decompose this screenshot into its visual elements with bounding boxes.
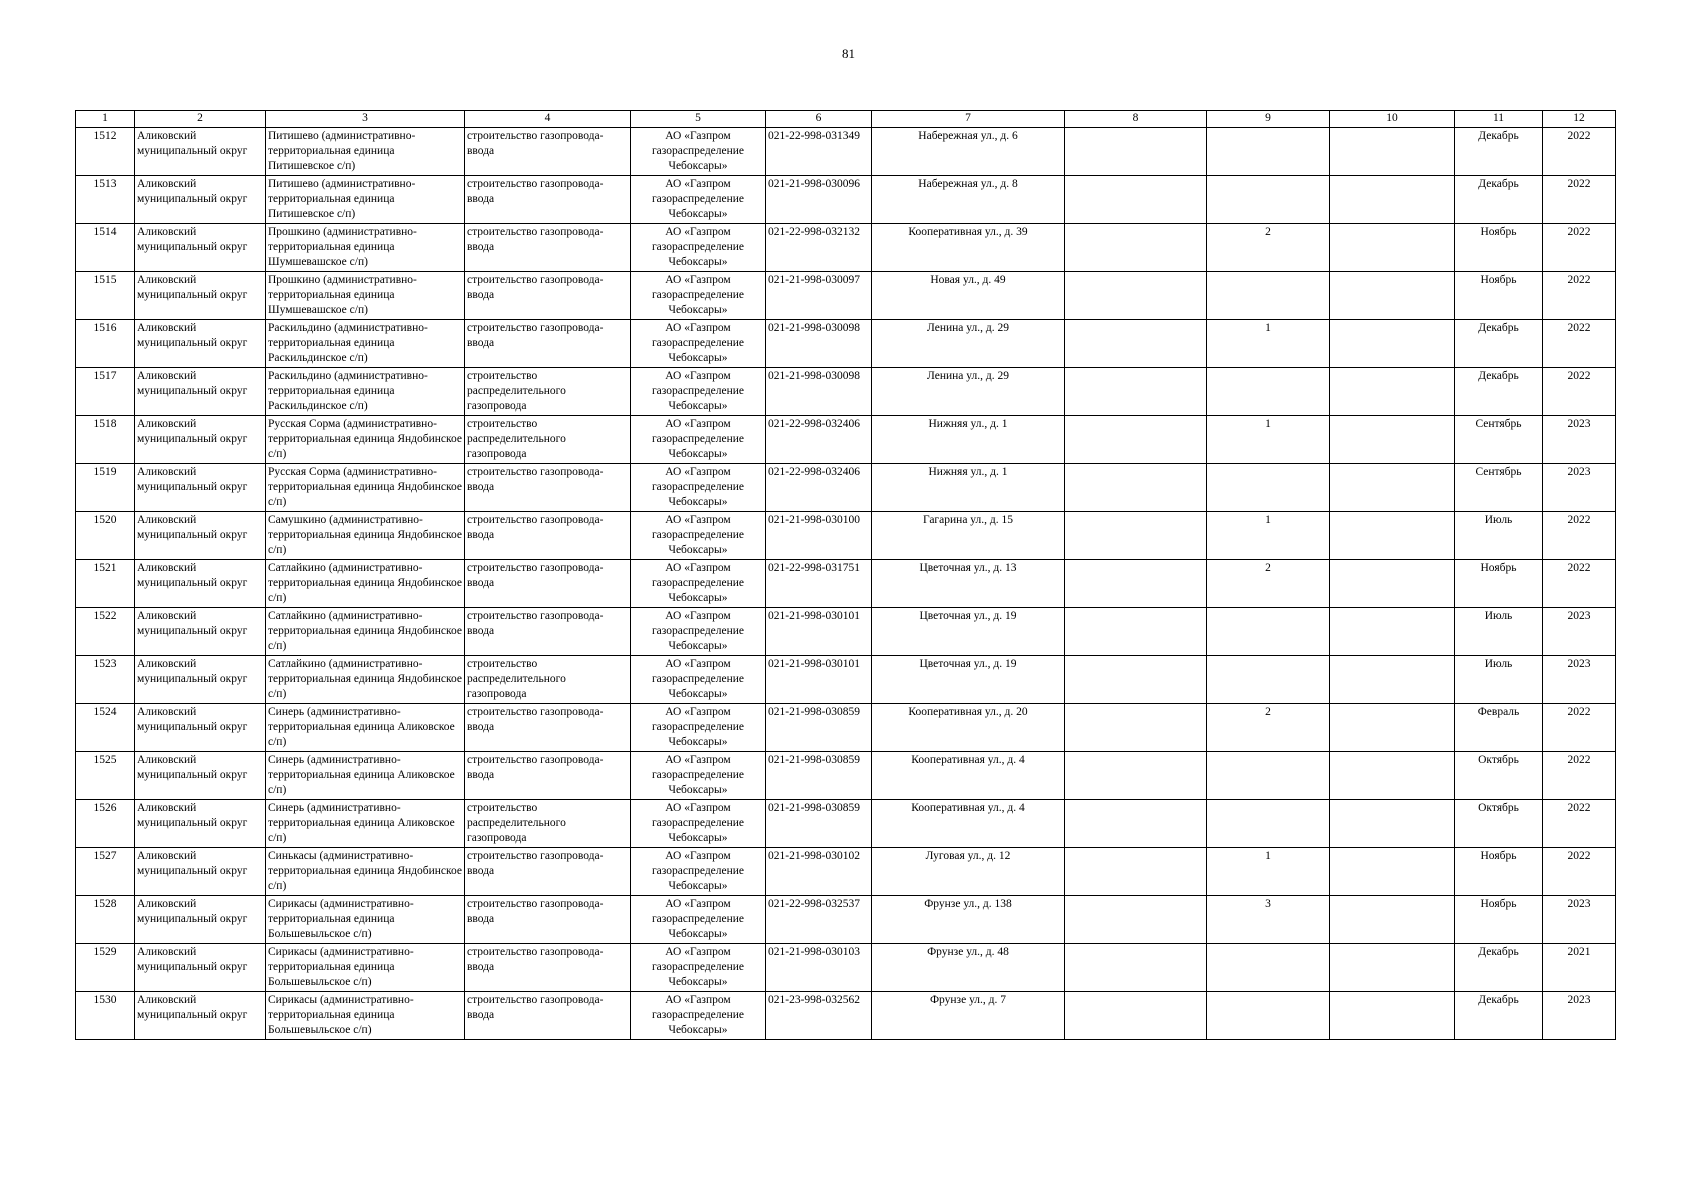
district-cell: Аликовский муниципальный округ — [135, 752, 266, 800]
month-cell: Февраль — [1455, 704, 1543, 752]
settlement-cell: Питишево (административно-территориальная единица Питишевское с/п) — [266, 176, 465, 224]
column-9-cell — [1207, 944, 1330, 992]
row-number-cell: 1515 — [76, 272, 135, 320]
object-code-cell: 021-22-998-032537 — [766, 896, 872, 944]
district-cell: Аликовский муниципальный округ — [135, 272, 266, 320]
organization-cell: АО «Газпром газораспределение Чебоксары» — [631, 992, 766, 1040]
column-header: 2 — [135, 111, 266, 128]
row-number-cell: 1528 — [76, 896, 135, 944]
row-number-cell: 1514 — [76, 224, 135, 272]
table-row — [76, 464, 1616, 512]
column-header: 7 — [872, 111, 1065, 128]
object-code-cell: 021-21-998-030096 — [766, 176, 872, 224]
column-9-cell: 1 — [1207, 320, 1330, 368]
column-9-cell: 1 — [1207, 416, 1330, 464]
column-header: 9 — [1207, 111, 1330, 128]
work-type-cell: строительство газопровода-ввода — [465, 752, 631, 800]
table-row — [76, 272, 1616, 320]
year-cell: 2022 — [1543, 560, 1616, 608]
district-cell: Аликовский муниципальный округ — [135, 800, 266, 848]
district-cell: Аликовский муниципальный округ — [135, 704, 266, 752]
work-type-cell: строительство газопровода-ввода — [465, 176, 631, 224]
column-9-cell: 2 — [1207, 560, 1330, 608]
year-cell: 2023 — [1543, 464, 1616, 512]
month-cell: Октябрь — [1455, 752, 1543, 800]
row-number-cell: 1524 — [76, 704, 135, 752]
organization-cell: АО «Газпром газораспределение Чебоксары» — [631, 848, 766, 896]
month-cell: Ноябрь — [1455, 848, 1543, 896]
settlement-cell: Синерь (административно-территориальная единица Аликовское с/п) — [266, 752, 465, 800]
month-cell: Сентябрь — [1455, 416, 1543, 464]
column-9-cell — [1207, 800, 1330, 848]
organization-cell: АО «Газпром газораспределение Чебоксары» — [631, 800, 766, 848]
column-number-row — [76, 111, 1616, 128]
year-cell: 2022 — [1543, 320, 1616, 368]
organization-cell: АО «Газпром газораспределение Чебоксары» — [631, 368, 766, 416]
organization-cell: АО «Газпром газораспределение Чебоксары» — [631, 896, 766, 944]
column-10-cell — [1330, 800, 1455, 848]
object-code-cell: 021-21-998-030098 — [766, 320, 872, 368]
column-10-cell — [1330, 416, 1455, 464]
column-8-cell — [1065, 320, 1207, 368]
organization-cell: АО «Газпром газораспределение Чебоксары» — [631, 272, 766, 320]
settlement-cell: Раскильдино (административно-территориальная единица Раскильдинское с/п) — [266, 320, 465, 368]
address-cell: Нижняя ул., д. 1 — [872, 464, 1065, 512]
column-9-cell — [1207, 608, 1330, 656]
column-10-cell — [1330, 176, 1455, 224]
month-cell: Июль — [1455, 608, 1543, 656]
month-cell: Ноябрь — [1455, 896, 1543, 944]
month-cell: Декабрь — [1455, 992, 1543, 1040]
district-cell: Аликовский муниципальный округ — [135, 608, 266, 656]
work-type-cell: строительство газопровода-ввода — [465, 320, 631, 368]
month-cell: Декабрь — [1455, 320, 1543, 368]
district-cell: Аликовский муниципальный округ — [135, 656, 266, 704]
settlement-cell: Сирикасы (административно-территориальная единица Большевыльское с/п) — [266, 992, 465, 1040]
year-cell: 2022 — [1543, 368, 1616, 416]
column-8-cell — [1065, 656, 1207, 704]
month-cell: Декабрь — [1455, 128, 1543, 176]
table-row — [76, 320, 1616, 368]
table-row — [76, 896, 1616, 944]
table-row — [76, 944, 1616, 992]
column-9-cell: 2 — [1207, 224, 1330, 272]
work-type-cell: строительство газопровода-ввода — [465, 224, 631, 272]
column-8-cell — [1065, 560, 1207, 608]
address-cell: Цветочная ул., д. 19 — [872, 608, 1065, 656]
district-cell: Аликовский муниципальный округ — [135, 176, 266, 224]
column-8-cell — [1065, 224, 1207, 272]
month-cell: Декабрь — [1455, 368, 1543, 416]
month-cell: Октябрь — [1455, 800, 1543, 848]
month-cell: Ноябрь — [1455, 560, 1543, 608]
column-9-cell — [1207, 272, 1330, 320]
registry-table — [75, 110, 1616, 1040]
work-type-cell: строительство газопровода-ввода — [465, 992, 631, 1040]
settlement-cell: Раскильдино (административно-территориальная единица Раскильдинское с/п) — [266, 368, 465, 416]
table-row — [76, 224, 1616, 272]
month-cell: Июль — [1455, 656, 1543, 704]
row-number-cell: 1517 — [76, 368, 135, 416]
work-type-cell: строительство распределительного газопровода — [465, 656, 631, 704]
address-cell: Фрунзе ул., д. 48 — [872, 944, 1065, 992]
year-cell: 2022 — [1543, 176, 1616, 224]
work-type-cell: строительство газопровода-ввода — [465, 512, 631, 560]
month-cell: Ноябрь — [1455, 272, 1543, 320]
row-number-cell: 1527 — [76, 848, 135, 896]
organization-cell: АО «Газпром газораспределение Чебоксары» — [631, 656, 766, 704]
page-number: 81 — [842, 46, 855, 61]
column-10-cell — [1330, 560, 1455, 608]
year-cell: 2021 — [1543, 944, 1616, 992]
table-row — [76, 128, 1616, 176]
work-type-cell: строительство газопровода-ввода — [465, 128, 631, 176]
organization-cell: АО «Газпром газораспределение Чебоксары» — [631, 416, 766, 464]
object-code-cell: 021-21-998-030102 — [766, 848, 872, 896]
year-cell: 2022 — [1543, 800, 1616, 848]
table-row — [76, 512, 1616, 560]
address-cell: Нижняя ул., д. 1 — [872, 416, 1065, 464]
table-row — [76, 560, 1616, 608]
row-number-cell: 1529 — [76, 944, 135, 992]
organization-cell: АО «Газпром газораспределение Чебоксары» — [631, 224, 766, 272]
column-8-cell — [1065, 176, 1207, 224]
column-8-cell — [1065, 416, 1207, 464]
column-10-cell — [1330, 944, 1455, 992]
column-header: 1 — [76, 111, 135, 128]
address-cell: Ленина ул., д. 29 — [872, 320, 1065, 368]
column-10-cell — [1330, 512, 1455, 560]
work-type-cell: строительство распределительного газопровода — [465, 800, 631, 848]
organization-cell: АО «Газпром газораспределение Чебоксары» — [631, 704, 766, 752]
district-cell: Аликовский муниципальный округ — [135, 128, 266, 176]
district-cell: Аликовский муниципальный округ — [135, 464, 266, 512]
column-9-cell — [1207, 128, 1330, 176]
work-type-cell: строительство газопровода-ввода — [465, 896, 631, 944]
work-type-cell: строительство распределительного газопровода — [465, 416, 631, 464]
settlement-cell: Сатлайкино (административно-территориальная единица Яндобинское с/п) — [266, 608, 465, 656]
organization-cell: АО «Газпром газораспределение Чебоксары» — [631, 320, 766, 368]
district-cell: Аликовский муниципальный округ — [135, 320, 266, 368]
work-type-cell: строительство распределительного газопровода — [465, 368, 631, 416]
column-header: 5 — [631, 111, 766, 128]
column-8-cell — [1065, 896, 1207, 944]
object-code-cell: 021-22-998-032132 — [766, 224, 872, 272]
object-code-cell: 021-21-998-030859 — [766, 752, 872, 800]
column-8-cell — [1065, 944, 1207, 992]
year-cell: 2022 — [1543, 512, 1616, 560]
row-number-cell: 1521 — [76, 560, 135, 608]
object-code-cell: 021-21-998-030098 — [766, 368, 872, 416]
settlement-cell: Синерь (административно-территориальная единица Аликовское с/п) — [266, 704, 465, 752]
table-row — [76, 608, 1616, 656]
address-cell: Кооперативная ул., д. 39 — [872, 224, 1065, 272]
column-10-cell — [1330, 608, 1455, 656]
year-cell: 2023 — [1543, 608, 1616, 656]
row-number-cell: 1518 — [76, 416, 135, 464]
settlement-cell: Прошкино (административно-территориальная единица Шумшевашское с/п) — [266, 224, 465, 272]
object-code-cell: 021-22-998-031751 — [766, 560, 872, 608]
work-type-cell: строительство газопровода-ввода — [465, 704, 631, 752]
address-cell: Набережная ул., д. 8 — [872, 176, 1065, 224]
address-cell: Набережная ул., д. 6 — [872, 128, 1065, 176]
work-type-cell: строительство газопровода-ввода — [465, 560, 631, 608]
address-cell: Кооперативная ул., д. 4 — [872, 752, 1065, 800]
settlement-cell: Питишево (административно-территориальная единица Питишевское с/п) — [266, 128, 465, 176]
work-type-cell: строительство газопровода-ввода — [465, 272, 631, 320]
column-10-cell — [1330, 896, 1455, 944]
object-code-cell: 021-21-998-030100 — [766, 512, 872, 560]
column-10-cell — [1330, 128, 1455, 176]
table-row — [76, 416, 1616, 464]
object-code-cell: 021-23-998-032562 — [766, 992, 872, 1040]
address-cell: Фрунзе ул., д. 7 — [872, 992, 1065, 1040]
address-cell: Ленина ул., д. 29 — [872, 368, 1065, 416]
year-cell: 2022 — [1543, 272, 1616, 320]
object-code-cell: 021-22-998-032406 — [766, 464, 872, 512]
table-row — [76, 368, 1616, 416]
column-10-cell — [1330, 272, 1455, 320]
column-9-cell — [1207, 656, 1330, 704]
table-row — [76, 848, 1616, 896]
table-row — [76, 800, 1616, 848]
table-row — [76, 176, 1616, 224]
district-cell: Аликовский муниципальный округ — [135, 848, 266, 896]
year-cell: 2023 — [1543, 896, 1616, 944]
object-code-cell: 021-21-998-030859 — [766, 800, 872, 848]
work-type-cell: строительство газопровода-ввода — [465, 848, 631, 896]
month-cell: Ноябрь — [1455, 224, 1543, 272]
column-8-cell — [1065, 128, 1207, 176]
address-cell: Новая ул., д. 49 — [872, 272, 1065, 320]
year-cell: 2022 — [1543, 128, 1616, 176]
organization-cell: АО «Газпром газораспределение Чебоксары» — [631, 176, 766, 224]
year-cell: 2022 — [1543, 752, 1616, 800]
settlement-cell: Русская Сорма (административно-территориальная единица Яндобинское с/п) — [266, 464, 465, 512]
address-cell: Кооперативная ул., д. 4 — [872, 800, 1065, 848]
district-cell: Аликовский муниципальный округ — [135, 944, 266, 992]
object-code-cell: 021-21-998-030101 — [766, 656, 872, 704]
work-type-cell: строительство газопровода-ввода — [465, 608, 631, 656]
column-header: 11 — [1455, 111, 1543, 128]
organization-cell: АО «Газпром газораспределение Чебоксары» — [631, 464, 766, 512]
column-8-cell — [1065, 608, 1207, 656]
object-code-cell: 021-22-998-031349 — [766, 128, 872, 176]
column-10-cell — [1330, 752, 1455, 800]
row-number-cell: 1516 — [76, 320, 135, 368]
object-code-cell: 021-22-998-032406 — [766, 416, 872, 464]
column-9-cell: 2 — [1207, 704, 1330, 752]
settlement-cell: Самушкино (административно-территориальная единица Яндобинское с/п) — [266, 512, 465, 560]
year-cell: 2022 — [1543, 224, 1616, 272]
work-type-cell: строительство газопровода-ввода — [465, 464, 631, 512]
column-10-cell — [1330, 656, 1455, 704]
column-header: 10 — [1330, 111, 1455, 128]
settlement-cell: Русская Сорма (административно-территориальная единица Яндобинское с/п) — [266, 416, 465, 464]
district-cell: Аликовский муниципальный округ — [135, 416, 266, 464]
district-cell: Аликовский муниципальный округ — [135, 560, 266, 608]
column-10-cell — [1330, 224, 1455, 272]
table-row — [76, 992, 1616, 1040]
row-number-cell: 1523 — [76, 656, 135, 704]
address-cell: Гагарина ул., д. 15 — [872, 512, 1065, 560]
year-cell: 2023 — [1543, 416, 1616, 464]
column-9-cell — [1207, 992, 1330, 1040]
object-code-cell: 021-21-998-030859 — [766, 704, 872, 752]
table-row — [76, 656, 1616, 704]
row-number-cell: 1530 — [76, 992, 135, 1040]
column-8-cell — [1065, 704, 1207, 752]
column-header: 4 — [465, 111, 631, 128]
year-cell: 2023 — [1543, 992, 1616, 1040]
organization-cell: АО «Газпром газораспределение Чебоксары» — [631, 128, 766, 176]
table-body — [76, 128, 1616, 1040]
column-9-cell — [1207, 752, 1330, 800]
month-cell: Декабрь — [1455, 176, 1543, 224]
address-cell: Цветочная ул., д. 13 — [872, 560, 1065, 608]
column-header: 12 — [1543, 111, 1616, 128]
column-8-cell — [1065, 992, 1207, 1040]
address-cell: Кооперативная ул., д. 20 — [872, 704, 1065, 752]
district-cell: Аликовский муниципальный округ — [135, 224, 266, 272]
organization-cell: АО «Газпром газораспределение Чебоксары» — [631, 752, 766, 800]
row-number-cell: 1519 — [76, 464, 135, 512]
column-9-cell — [1207, 176, 1330, 224]
district-cell: Аликовский муниципальный округ — [135, 512, 266, 560]
row-number-cell: 1525 — [76, 752, 135, 800]
column-9-cell — [1207, 464, 1330, 512]
column-header: 3 — [266, 111, 465, 128]
column-8-cell — [1065, 800, 1207, 848]
settlement-cell: Сатлайкино (административно-территориальная единица Яндобинское с/п) — [266, 560, 465, 608]
column-9-cell: 1 — [1207, 848, 1330, 896]
work-type-cell: строительство газопровода-ввода — [465, 944, 631, 992]
district-cell: Аликовский муниципальный округ — [135, 992, 266, 1040]
column-9-cell: 1 — [1207, 512, 1330, 560]
month-cell: Декабрь — [1455, 944, 1543, 992]
organization-cell: АО «Газпром газораспределение Чебоксары» — [631, 560, 766, 608]
column-10-cell — [1330, 464, 1455, 512]
address-cell: Фрунзе ул., д. 138 — [872, 896, 1065, 944]
row-number-cell: 1512 — [76, 128, 135, 176]
column-header: 8 — [1065, 111, 1207, 128]
object-code-cell: 021-21-998-030103 — [766, 944, 872, 992]
settlement-cell: Синерь (административно-территориальная единица Аликовское с/п) — [266, 800, 465, 848]
row-number-cell: 1526 — [76, 800, 135, 848]
column-8-cell — [1065, 368, 1207, 416]
column-8-cell — [1065, 512, 1207, 560]
address-cell: Луговая ул., д. 12 — [872, 848, 1065, 896]
column-10-cell — [1330, 368, 1455, 416]
row-number-cell: 1513 — [76, 176, 135, 224]
settlement-cell: Синькасы (административно-территориальная единица Яндобинское с/п) — [266, 848, 465, 896]
column-10-cell — [1330, 320, 1455, 368]
column-8-cell — [1065, 464, 1207, 512]
month-cell: Сентябрь — [1455, 464, 1543, 512]
month-cell: Июль — [1455, 512, 1543, 560]
district-cell: Аликовский муниципальный округ — [135, 368, 266, 416]
column-10-cell — [1330, 704, 1455, 752]
settlement-cell: Сатлайкино (административно-территориальная единица Яндобинское с/п) — [266, 656, 465, 704]
column-10-cell — [1330, 992, 1455, 1040]
settlement-cell: Прошкино (административно-территориальная единица Шумшевашское с/п) — [266, 272, 465, 320]
column-9-cell — [1207, 368, 1330, 416]
column-10-cell — [1330, 848, 1455, 896]
object-code-cell: 021-21-998-030097 — [766, 272, 872, 320]
settlement-cell: Сирикасы (административно-территориальная единица Большевыльское с/п) — [266, 944, 465, 992]
year-cell: 2023 — [1543, 656, 1616, 704]
row-number-cell: 1522 — [76, 608, 135, 656]
object-code-cell: 021-21-998-030101 — [766, 608, 872, 656]
row-number-cell: 1520 — [76, 512, 135, 560]
organization-cell: АО «Газпром газораспределение Чебоксары» — [631, 512, 766, 560]
column-header: 6 — [766, 111, 872, 128]
address-cell: Цветочная ул., д. 19 — [872, 656, 1065, 704]
year-cell: 2022 — [1543, 704, 1616, 752]
district-cell: Аликовский муниципальный округ — [135, 896, 266, 944]
column-8-cell — [1065, 848, 1207, 896]
column-8-cell — [1065, 752, 1207, 800]
column-8-cell — [1065, 272, 1207, 320]
year-cell: 2022 — [1543, 848, 1616, 896]
organization-cell: АО «Газпром газораспределение Чебоксары» — [631, 608, 766, 656]
column-9-cell: 3 — [1207, 896, 1330, 944]
table-row — [76, 752, 1616, 800]
table-row — [76, 704, 1616, 752]
organization-cell: АО «Газпром газораспределение Чебоксары» — [631, 944, 766, 992]
settlement-cell: Сирикасы (административно-территориальная единица Большевыльское с/п) — [266, 896, 465, 944]
